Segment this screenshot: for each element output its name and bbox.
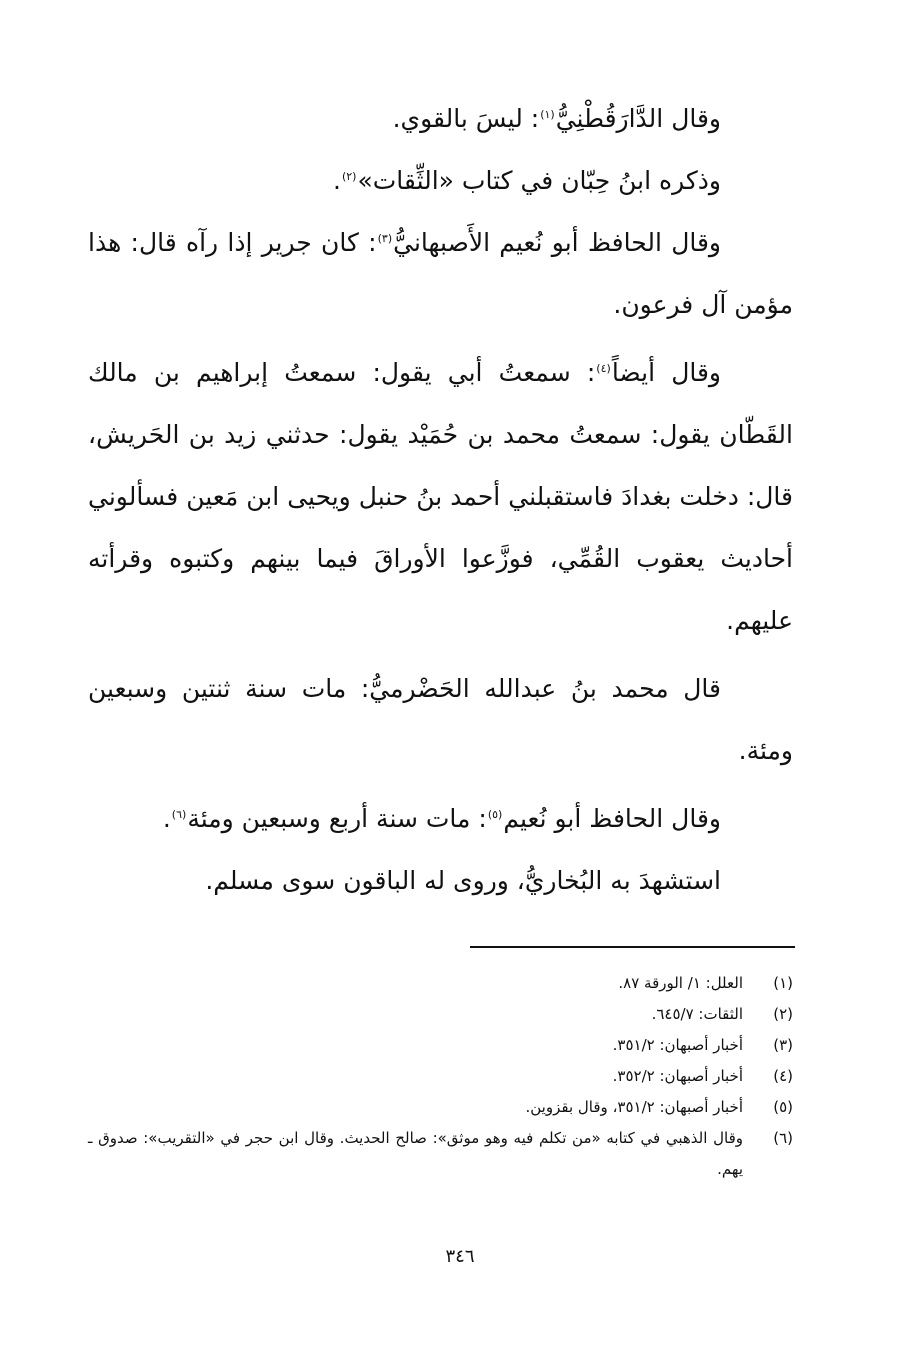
footnote-reference: (٦) (171, 807, 187, 821)
footnote-text: أخبار أصبهان: ٣٥١/٢. (612, 1036, 743, 1054)
paragraph-text: استشهدَ به البُخاريُّ، وروى له الباقون سوى مسلم. (205, 866, 721, 895)
footnote-number: (٥) (773, 1098, 793, 1116)
footnote-separator (470, 946, 795, 948)
footnote-number: (٢) (773, 1005, 793, 1023)
paragraph-text: وقال الدَّارَقُطْنِيُّ (555, 104, 721, 133)
paragraph-text: وقال الحافظ أبو نُعيم (503, 804, 721, 833)
footnote-number: (٣) (773, 1036, 793, 1054)
paragraph-bukhari (88, 850, 793, 912)
footnote-number: (٤) (773, 1067, 793, 1085)
paragraph-text: . (333, 166, 341, 195)
footnote-text: أخبار أصبهان: ٣٥١/٢، وقال بقزوين. (525, 1098, 743, 1116)
paragraph-abu-nuaym (88, 212, 793, 336)
paragraph-ibn-hibban (88, 150, 793, 212)
paragraph-hadrami (88, 658, 793, 782)
footnote-item (88, 968, 793, 999)
footnote-item (88, 1061, 793, 1092)
paragraph-daraqutni (88, 88, 793, 150)
footnote-item (88, 1030, 793, 1061)
footnote-text: الثقات: ٦٤٥/٧. (651, 1005, 743, 1023)
paragraph-death-year (88, 788, 793, 850)
paragraph-text: : سمعتُ أبي يقول: سمعتُ إبراهيم بن مالك القَطّان يقول: سمعتُ محمد بن حُمَيْد يقول: حدثني زيد بن الحَريش، قال: دخلت بغدادَ فاستقبلني أحمد بنُ حنبل ويحيى ابن مَعين فسألوني أحاديث يعقوب القُمِّي، فوزَّعوا الأوراقَ فيما بينهم وكتبوه وقرأته عليهم. (88, 358, 793, 635)
main-text (88, 88, 793, 912)
page-number: ٣٤٦ (445, 1246, 475, 1267)
footnote-item (88, 999, 793, 1030)
footnote-text: وقال الذهبي في كتابه «من تكلم فيه وهو موثق»: صالح الحديث. وقال ابن حجر في «التقريب»: صدوق ـ يهم. (88, 1129, 743, 1178)
footnote-reference: (٣) (377, 231, 393, 245)
footnote-reference: (١) (540, 107, 555, 121)
paragraph-text: : ليسَ بالقوي. (392, 104, 540, 133)
paragraph-text: قال محمد بنُ عبدالله الحَضْرميُّ: مات سنة ثنتين وسبعين ومئة. (88, 674, 793, 765)
paragraph-text: . (162, 804, 171, 833)
footnote-reference: (٢) (341, 169, 357, 183)
footnote-text: العلل: ١/ الورقة ٨٧. (618, 974, 743, 992)
paragraph-text: وقال الحافظ أبو نُعيم الأَصبهانيُّ (393, 228, 722, 257)
paragraph-text: : مات سنة أربع وسبعين ومئة (187, 804, 487, 833)
footnote-number: (٦) (773, 1129, 793, 1147)
paragraph-also-said (88, 342, 793, 652)
paragraph-text: وذكره ابنُ حِبّان في كتاب «الثِّقات» (357, 166, 721, 195)
footnotes (88, 968, 793, 1185)
paragraph-text: : كان جرير إذا رآه قال: هذا مؤمن آل فرعون. (88, 228, 793, 319)
paragraph-text: وقال أيضاً (611, 358, 722, 387)
footnote-text: أخبار أصبهان: ٣٥٢/٢. (612, 1067, 743, 1085)
footnote-item (88, 1123, 793, 1185)
footnote-item (88, 1092, 793, 1123)
footnote-reference: (٥) (487, 807, 503, 821)
footnote-reference: (٤) (596, 361, 611, 375)
footnote-number: (١) (773, 974, 793, 992)
